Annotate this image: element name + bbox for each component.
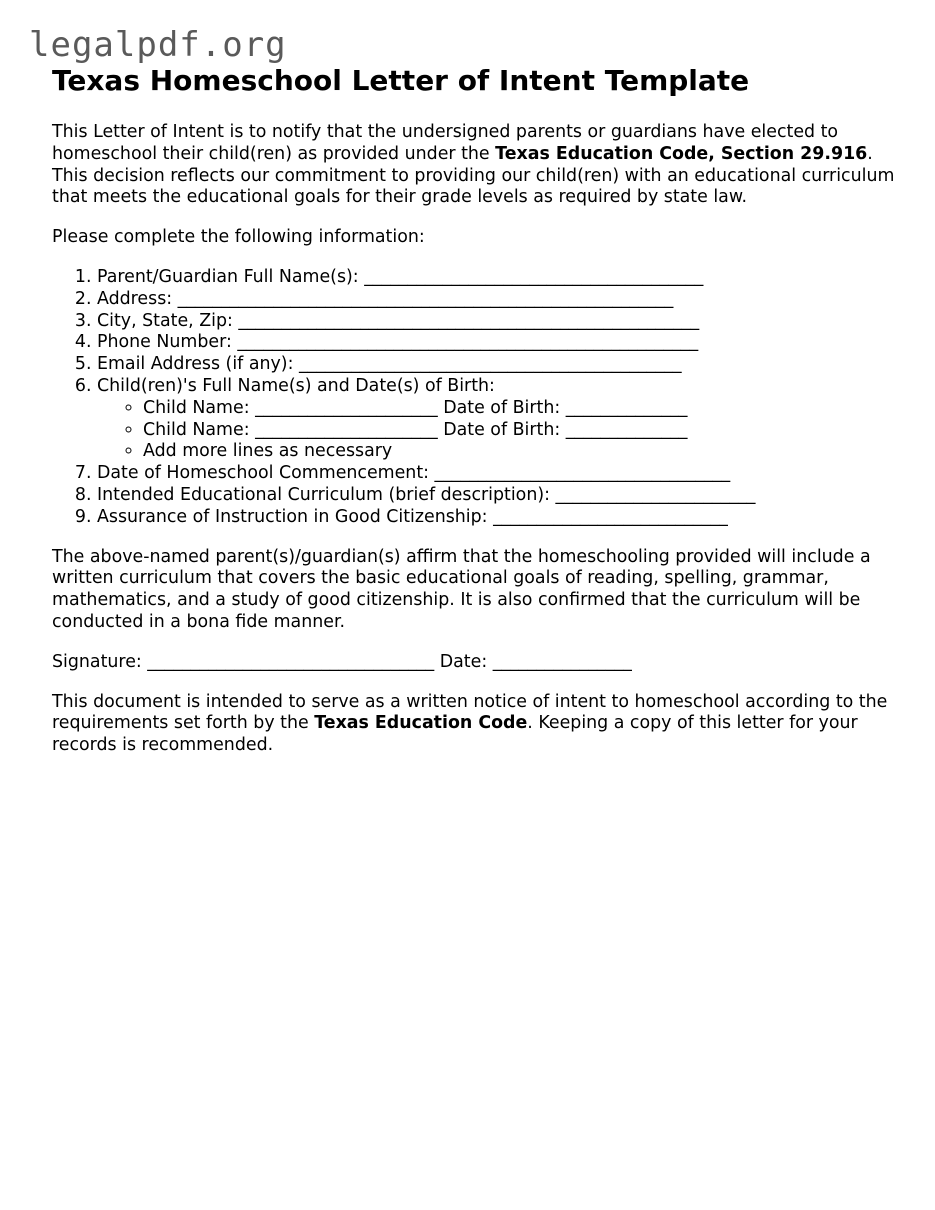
field-address: 2. Address: _________________________________________________________ — [97, 289, 902, 311]
intro-text-start: This Letter of Intent is to notify that the undersigned parents or guardians have elected to homeschool their child(ren) as provided under the — [52, 122, 839, 164]
document-title: Texas Homeschool Letter of Intent Template — [52, 64, 750, 97]
field-curriculum: 8. Intended Educational Curriculum (brief description): _______________________ — [97, 485, 902, 507]
field-guardian-name: 1. Parent/Guardian Full Name(s): _______________________________________ — [97, 267, 902, 289]
add-more-lines-note: ◦ Add more lines as necessary — [143, 441, 902, 463]
field-child-1: ◦ Child Name: _____________________ Date of Birth: ______________ — [143, 398, 902, 420]
intro-paragraph — [52, 122, 902, 209]
signature-date-line: Signature: _________________________________ Date: ________________ — [52, 651, 632, 672]
notice-text-start: This document is intended to serve as a written notice of intent to homeschool according to the requirements set forth by the — [52, 691, 888, 734]
intro-text-end: . This decision reflects our commitment to providing our child(ren) with an educational curriculum that meets the educational goals for their grade levels as required by state law. — [52, 143, 895, 208]
notice-text-end: . Keeping a copy of this letter for your records is recommended. — [52, 713, 858, 756]
field-citizenship-assurance: 9. Assurance of Instruction in Good Citizenship: ___________________________ — [97, 507, 902, 529]
children-sublist — [97, 398, 902, 463]
notice-paragraph — [52, 692, 902, 757]
children-header: Child(ren)'s Full Name(s) and Date(s) of Birth: — [97, 375, 495, 396]
affirmation-paragraph: The above-named parent(s)/guardian(s) affirm that the homeschooling provided will include a written curriculum that covers the basic educational goals of reading, spelling, grammar, mathematics, and a study of good citizenship. It is also confirmed that the curriculum will be conducted in a bona fide manner. — [52, 546, 871, 632]
field-commencement-date: 7. Date of Homeschool Commencement: __________________________________ — [97, 463, 902, 485]
watermark-logo: legalpdf.org — [29, 25, 287, 65]
field-child-2: ◦ Child Name: _____________________ Date of Birth: ______________ — [143, 420, 902, 442]
field-children — [97, 376, 902, 463]
field-email-address: 5. Email Address (if any): ____________________________________________ — [97, 354, 902, 376]
intro-code-reference: Texas Education Code, Section 29.916 — [495, 143, 868, 164]
document-body — [52, 64, 902, 757]
notice-code-reference: Texas Education Code — [314, 713, 528, 734]
field-phone-number: 4. Phone Number: _____________________________________________________ — [97, 332, 902, 354]
instructions-prompt: Please complete the following information: — [52, 227, 425, 248]
field-city-state-zip: 3. City, State, Zip: _____________________________________________________ — [97, 311, 902, 333]
information-fields-list — [52, 267, 902, 529]
